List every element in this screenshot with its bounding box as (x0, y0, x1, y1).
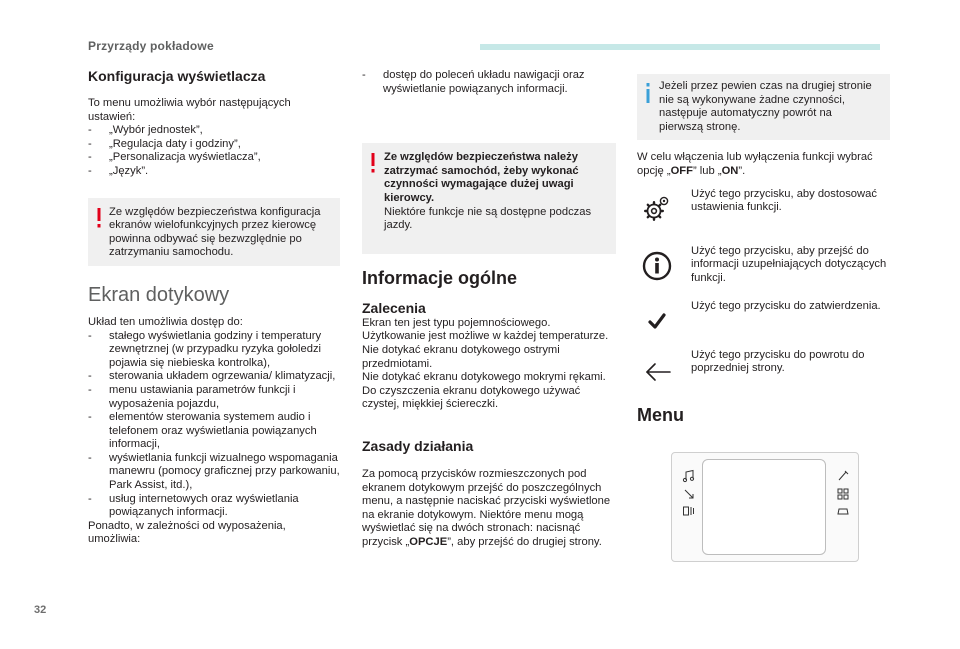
info-note-text: Jeżeli przez pewien czas na drugiej stronie nie są wykonywane żadne czynności, następuje automatyczny powrót na pierwszą stronę. (659, 80, 872, 133)
on-label: ON (721, 164, 739, 177)
zalecenia-text (362, 317, 616, 412)
list-item: - usług internetowych oraz wyświetlania powiązanych informacji. (88, 493, 340, 520)
toggle-text-mid: ” lub „ (692, 164, 722, 177)
toggle-text (637, 151, 892, 178)
konfiguracja-list (88, 124, 340, 178)
page-header-title: Przyrządy pokładowe (88, 39, 214, 53)
icon-row-text: Użyć tego przycisku, aby przejść do informacji uzupełniających dotyczących funkcji. (691, 244, 887, 284)
music-note-icon (682, 469, 696, 483)
touchscreen-display (702, 459, 826, 555)
icon-row-text: Użyć tego przycisku do powrotu do poprzedniej strony. (691, 348, 865, 375)
page-number: 32 (34, 604, 47, 616)
list-item: - „Język”. (88, 165, 340, 179)
info-icon (642, 251, 672, 281)
toggle-text-pre: W celu włączenia lub wyłączenia funkcji wybrać opcję „ (637, 151, 873, 177)
icon-row-text: Użyć tego przycisku do zatwierdzenia. (691, 299, 881, 312)
toggle-text-end: ”. (738, 164, 746, 177)
column-left (88, 60, 340, 547)
touchscreen-illustration (671, 452, 859, 562)
checkmark-icon (642, 306, 672, 336)
info-note (637, 74, 890, 140)
warning-exclamation-icon (96, 208, 102, 228)
informacje-heading: Informacje ogólne (362, 267, 518, 288)
menu-heading: Menu (637, 404, 684, 425)
zalecenia-line: Nie dotykać ekranu dotykowego ostrymi przedmiotami. (362, 343, 560, 370)
ekran-intro: Układ ten umożliwia dostęp do: (88, 315, 243, 328)
ekran-dotykowy-heading: Ekran dotykowy (88, 283, 230, 306)
ekran-list (88, 330, 340, 520)
icon-row-back (637, 349, 892, 397)
safety-warning-note (88, 198, 340, 266)
settings-gear-icon (642, 194, 672, 224)
icon-row-confirm (637, 300, 892, 349)
nav-list (362, 69, 616, 96)
info-i-icon (645, 83, 651, 103)
list-item: - „Regulacja daty i godziny”, (88, 138, 340, 152)
warning-exclamation-icon (370, 153, 376, 173)
zasady-heading: Zasady działania (362, 437, 474, 454)
list-item: - stałego wyświetlania godziny i temperatury zewnętrznej (w przypadku ryzyka gołoledzi pojawia się niebieska kontrolka), (88, 330, 340, 371)
zasady-text-end: ”, aby przejść do drugiej strony. (447, 535, 602, 548)
warning-text: Ze względów bezpieczeństwa konfiguracja ekranów wielofunkcyjnych przez kierowcę powinna odbywać się bezwzględnie po zatrzymaniu samochodu. (109, 205, 321, 259)
zasady-text (362, 468, 616, 550)
icon-row-info (637, 245, 892, 300)
climate-icon (682, 504, 696, 518)
icon-row-text: Użyć tego przycisku, aby dostosować ustawienia funkcji. (691, 187, 877, 214)
vehicle-icon (836, 504, 850, 518)
apps-grid-icon (836, 487, 850, 501)
list-item: - sterowania układem ogrzewania/ klimatyzacji, (88, 370, 340, 384)
konfiguracja-intro: To menu umożliwia wybór następujących ustawień: (88, 97, 291, 123)
list-item: - elementów sterowania systemem audio i telefonem oraz wyświetlania powiązanych informacji, (88, 411, 340, 452)
navigation-icon (682, 487, 696, 501)
list-item: - „Personalizacja wyświetlacza”, (88, 151, 340, 165)
zalecenia-line: Ekran ten jest typu pojemnościowego. (362, 316, 551, 329)
zalecenia-line: Do czyszczenia ekranu dotykowego używać czystej, miękkiej ściereczki. (362, 384, 581, 411)
opcje-label: OPCJE (409, 535, 448, 548)
list-item: - wyświetlania funkcji wizualnego wspomagania manewru (pomocy graficznej przy parkowaniu, Park Assist, itd.), (88, 452, 340, 493)
column-middle (362, 60, 616, 549)
icon-row-settings (637, 188, 892, 245)
list-item: - menu ustawiania parametrów funkcji i wyposażenia pojazdu, (88, 384, 340, 411)
header-accent-bar (480, 44, 880, 50)
zalecenia-line: Użytkowanie jest możliwe w każdej temperaturze. (362, 330, 609, 343)
drive-warning-note (362, 143, 616, 254)
phone-icon (836, 469, 850, 483)
list-item: - „Wybór jednostek”, (88, 124, 340, 138)
off-label: OFF (670, 164, 693, 177)
back-arrow-icon (642, 355, 672, 385)
zasady-text-main: Za pomocą przycisków rozmieszczonych pod ekranem dotykowym przejść do poszczególnych menu, a następnie naciskać przyciski wyświetlone na ekranie dotykowym. Niektóre menu mogą wyświetlać się na dwóch stronach: nacisnąć przycisk „ (362, 467, 611, 548)
column-right (637, 60, 892, 426)
icon-legend (637, 188, 892, 397)
warning-bold-text: Ze względów bezpieczeństwa należy zatrzymać samochód, żeby wykonać czynności wymagające dużej uwagi kierowcy. (384, 151, 579, 204)
konfiguracja-heading: Konfiguracja wyświetlacza (88, 68, 266, 84)
zalecenia-line: Nie dotykać ekranu dotykowego mokrymi rękami. (362, 371, 606, 384)
list-item: - dostęp do poleceń układu nawigacji oraz wyświetlanie powiązanych informacji. (362, 69, 616, 96)
zalecenia-heading: Zalecenia (362, 299, 426, 316)
ekran-outro: Ponadto, w zależności od wyposażenia, umożliwia: (88, 519, 286, 546)
warning-normal-text: Niektóre funkcje nie są dostępne podczas jazdy. (384, 205, 592, 232)
